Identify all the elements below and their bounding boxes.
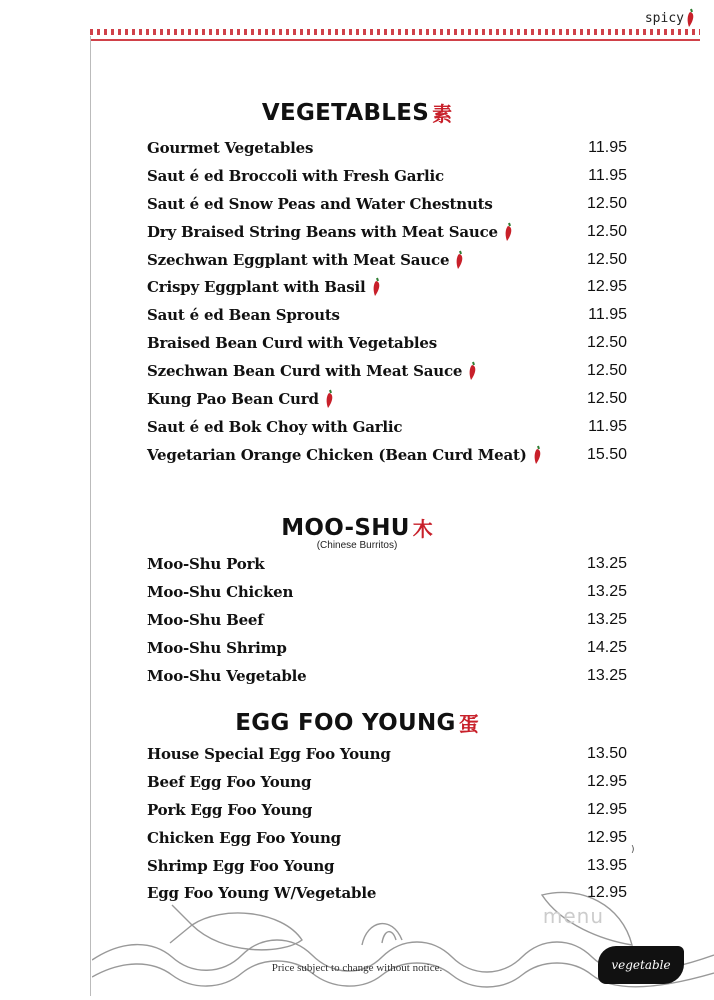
menu-item-name <box>147 306 340 324</box>
menu-item-price: 12.95 <box>586 800 627 818</box>
menu-item-name <box>147 250 465 270</box>
menu-item-label: Moo-Shu Vegetable <box>147 666 307 685</box>
menu-item-name <box>147 389 335 409</box>
menu-item-name <box>147 829 341 847</box>
chili-pepper-icon <box>533 445 543 465</box>
section-subtitle: (Chinese Burritos) <box>316 540 398 551</box>
menu-item <box>147 273 627 301</box>
menu-item <box>147 329 627 357</box>
menu-item <box>147 190 627 218</box>
menu-item-price: 13.95 <box>586 856 627 874</box>
menu-item <box>147 550 627 578</box>
menu-item-name <box>147 611 264 629</box>
menu-item-price: 12.50 <box>586 194 627 212</box>
chili-pepper-icon <box>372 277 382 297</box>
menu-item <box>147 662 627 690</box>
menu-item-name <box>147 583 293 601</box>
menu-item <box>147 357 627 385</box>
menu-item <box>147 218 627 246</box>
menu-item <box>147 852 627 880</box>
menu-item <box>147 246 627 274</box>
moo-shu-menu-list <box>147 550 627 689</box>
menu-item <box>147 385 627 413</box>
menu-item-name <box>147 773 311 791</box>
section-seal-icon: 蛋 <box>458 711 479 736</box>
menu-item-label: Moo-Shu Beef <box>147 610 264 629</box>
spicy-legend-label: spicy <box>644 10 684 26</box>
section-title-egg-foo-young <box>0 710 714 736</box>
menu-item-name <box>147 857 334 875</box>
vegetables-menu-list <box>147 134 627 469</box>
menu-item <box>147 301 627 329</box>
menu-item <box>147 134 627 162</box>
menu-item-label: Moo-Shu Pork <box>147 554 265 573</box>
menu-item-label: Chicken Egg Foo Young <box>147 828 341 847</box>
menu-item-label: Crispy Eggplant with Basil <box>147 278 366 297</box>
menu-item-name <box>147 167 444 185</box>
vegetable-badge: vegetable <box>598 946 684 984</box>
menu-watermark: menu <box>542 904 604 928</box>
section-seal-icon: 素 <box>432 101 453 126</box>
spicy-legend <box>645 8 696 28</box>
menu-item <box>147 740 627 768</box>
menu-item-label: Shrimp Egg Foo Young <box>147 856 335 875</box>
menu-item-price: 13.25 <box>586 610 627 628</box>
chili-pepper-icon <box>468 361 478 381</box>
menu-item <box>147 796 627 824</box>
menu-item <box>147 578 627 606</box>
menu-item-price: 12.50 <box>586 334 627 352</box>
menu-item-name <box>147 277 382 297</box>
menu-item-price: 11.95 <box>588 417 627 435</box>
stray-mark: ) <box>631 845 635 855</box>
menu-item-price: 12.95 <box>586 884 627 902</box>
section-seal-icon: 木 <box>412 516 434 541</box>
menu-item-label: Moo-Shu Shrimp <box>147 638 287 657</box>
price-notice: Price subject to change without notice. <box>271 962 443 974</box>
menu-item-name <box>147 418 402 436</box>
menu-item-price: 12.95 <box>586 772 627 790</box>
chili-pepper-icon <box>455 250 465 270</box>
menu-item-name <box>147 139 313 157</box>
menu-item-price: 11.95 <box>588 306 627 324</box>
menu-item-name <box>147 639 287 657</box>
menu-item-label: Szechwan Eggplant with Meat Sauce <box>147 250 450 269</box>
menu-item <box>147 824 627 852</box>
menu-item-name <box>147 555 264 573</box>
menu-item-price: 12.95 <box>586 828 627 846</box>
menu-item-name <box>147 222 514 242</box>
section-title-moo-shu <box>0 515 714 541</box>
menu-item-price: 14.25 <box>586 638 627 656</box>
menu-item-price: 13.25 <box>586 554 627 572</box>
menu-item-name <box>147 334 437 352</box>
menu-item-label: Saut é ed Bok Choy with Garlic <box>147 417 403 436</box>
menu-item-price: 11.95 <box>588 138 627 156</box>
chili-pepper-icon <box>686 8 696 28</box>
menu-item-price: 15.50 <box>586 445 627 463</box>
menu-item <box>147 768 627 796</box>
menu-item-label: House Special Egg Foo Young <box>147 744 391 763</box>
menu-item-price: 12.50 <box>586 362 627 380</box>
egg-foo-young-menu-list <box>147 740 627 907</box>
menu-item-price: 12.95 <box>586 278 627 296</box>
menu-item <box>147 634 627 662</box>
menu-item-label: Szechwan Bean Curd with Meat Sauce <box>147 362 463 381</box>
menu-item-name <box>147 195 493 213</box>
section-title-text: EGG FOO YOUNG <box>235 710 456 736</box>
menu-item-label: Moo-Shu Chicken <box>147 582 294 601</box>
menu-item-price: 12.50 <box>586 389 627 407</box>
menu-item-name <box>147 801 312 819</box>
menu-item-price: 12.50 <box>586 222 627 240</box>
menu-item <box>147 413 627 441</box>
menu-item-label: Dry Braised String Beans with Meat Sauce <box>147 222 498 241</box>
decorative-top-border <box>90 29 700 43</box>
menu-item-price: 13.50 <box>586 744 627 762</box>
menu-item-label: Pork Egg Foo Young <box>147 800 313 819</box>
menu-item-label: Beef Egg Foo Young <box>147 772 312 791</box>
menu-item-price: 13.25 <box>586 582 627 600</box>
menu-item-name <box>147 361 478 381</box>
menu-item-label: Egg Foo Young W/Vegetable <box>147 884 377 903</box>
menu-item-label: Saut é ed Broccoli with Fresh Garlic <box>147 166 444 185</box>
menu-item <box>147 162 627 190</box>
menu-item-label: Saut é ed Snow Peas and Water Chestnuts <box>147 194 493 213</box>
menu-item-price: 13.25 <box>586 666 627 684</box>
menu-item <box>147 606 627 634</box>
menu-item-name <box>147 667 307 685</box>
menu-item-label: Saut é ed Bean Sprouts <box>147 306 340 325</box>
chili-pepper-icon <box>325 389 335 409</box>
menu-item <box>147 441 627 469</box>
section-title-text: MOO-SHU <box>281 515 410 541</box>
menu-item-label: Vegetarian Orange Chicken (Bean Curd Meat) <box>147 445 527 464</box>
menu-item-name <box>147 445 543 465</box>
menu-item-price: 11.95 <box>588 166 627 184</box>
menu-item-label: Gourmet Vegetables <box>147 138 314 157</box>
menu-item-name <box>147 745 391 763</box>
menu-item-price: 12.50 <box>586 250 627 268</box>
chili-pepper-icon <box>504 222 514 242</box>
section-title-vegetables <box>0 100 714 126</box>
menu-item-label: Kung Pao Bean Curd <box>147 389 319 408</box>
menu-item-label: Braised Bean Curd with Vegetables <box>147 334 437 353</box>
section-title-text: VEGETABLES <box>261 100 430 126</box>
